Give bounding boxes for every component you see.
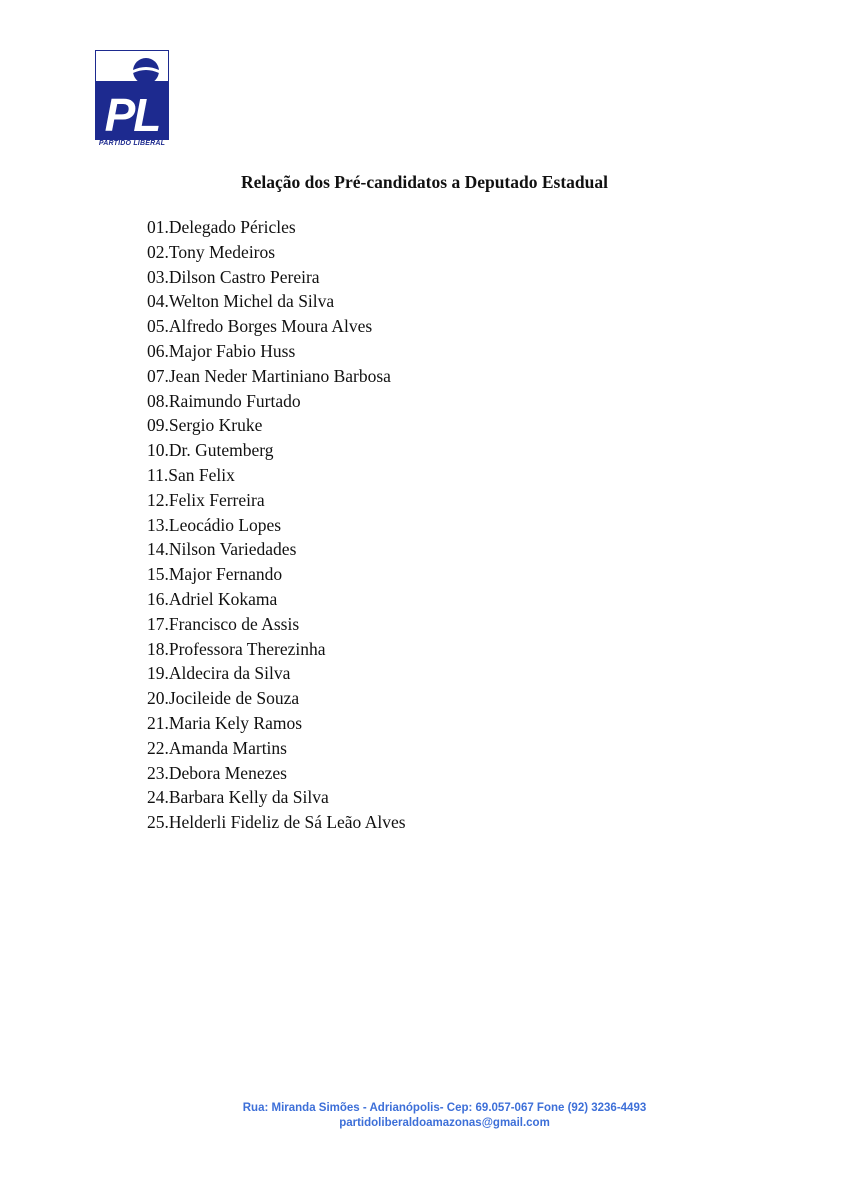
list-item: 08.Raimundo Furtado bbox=[147, 390, 301, 411]
list-item: 20.Jocileide de Souza bbox=[147, 688, 300, 709]
list-item: 22.Amanda Martins bbox=[147, 737, 287, 758]
svg-text:PL: PL bbox=[104, 89, 160, 139]
pl-logo-graphic bbox=[96, 51, 168, 139]
list-item: 25.Helderli Fideliz de Sá Leão Alves bbox=[147, 812, 406, 833]
list-item: 10.Dr. Gutemberg bbox=[147, 440, 274, 461]
list-item: 16.Adriel Kokama bbox=[147, 588, 278, 609]
logo-emblem bbox=[95, 50, 169, 140]
list-item: 21.Maria Kely Ramos bbox=[147, 712, 303, 733]
list-item: 15.Major Fernando bbox=[147, 564, 283, 585]
list-item: 04.Welton Michel da Silva bbox=[147, 291, 335, 312]
list-item: 14.Nilson Variedades bbox=[147, 539, 297, 560]
list-item: 06.Major Fabio Huss bbox=[147, 340, 296, 361]
party-logo bbox=[95, 50, 169, 150]
list-item: 11.San Felix bbox=[147, 464, 235, 485]
list-item: 03.Dilson Castro Pereira bbox=[147, 266, 320, 287]
logo-caption: PARTIDO LIBERAL bbox=[98, 140, 166, 147]
footer-address: Rua: Miranda Simões - Adrianópolis- Cep: 69.057-067 Fone (92) 3236-4493 bbox=[242, 1102, 647, 1114]
candidate-list bbox=[147, 215, 406, 835]
list-item: 01.Delegado Péricles bbox=[147, 217, 296, 237]
list-item: 12.Felix Ferreira bbox=[147, 489, 265, 510]
list-item: 07.Jean Neder Martiniano Barbosa bbox=[147, 365, 391, 386]
list-item: 18.Professora Therezinha bbox=[147, 638, 326, 659]
page-title: Relação dos Pré-candidatos a Deputado Estadual bbox=[240, 172, 609, 192]
list-item: 19.Aldecira da Silva bbox=[147, 663, 291, 684]
list-item: 23.Debora Menezes bbox=[147, 762, 287, 783]
list-item: 09.Sergio Kruke bbox=[147, 415, 263, 436]
list-item: 13.Leocádio Lopes bbox=[147, 514, 282, 535]
list-item: 05.Alfredo Borges Moura Alves bbox=[147, 316, 373, 337]
list-item: 17.Francisco de Assis bbox=[147, 613, 300, 634]
list-item: 02.Tony Medeiros bbox=[147, 241, 276, 262]
footer-email: partidoliberaldoamazonas@gmail.com bbox=[339, 1117, 550, 1129]
footer bbox=[0, 1101, 849, 1131]
list-item: 24.Barbara Kelly da Silva bbox=[147, 787, 329, 808]
